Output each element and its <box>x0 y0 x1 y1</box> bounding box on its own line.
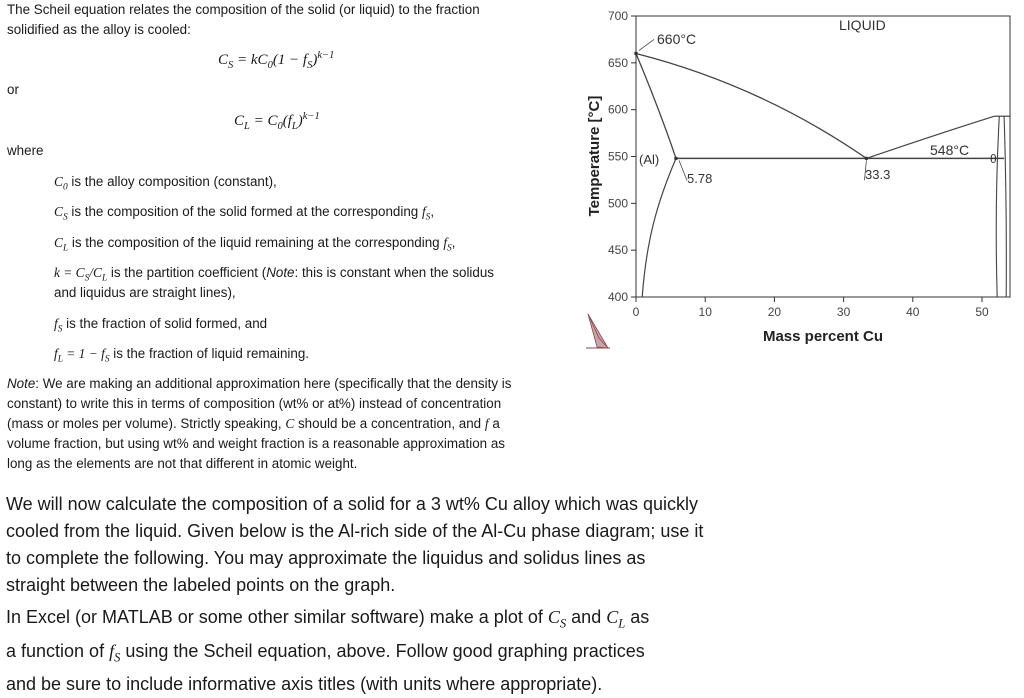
theta-label: θ <box>990 152 997 166</box>
y-tick-label: 700 <box>607 9 628 23</box>
x-tick-label: 30 <box>836 305 851 319</box>
x-tick-label: 20 <box>767 305 782 319</box>
liquid-label: LIQUID <box>839 17 886 33</box>
y-tick-label: 550 <box>607 149 628 164</box>
def-fl: $f_L = 1 - f_S$ is the fraction of liquid remaining. <box>54 346 310 365</box>
invariant-point <box>674 157 678 161</box>
theta-left-boundary <box>996 116 999 297</box>
def-fs: $f_S$ is the fraction of solid formed, and <box>54 316 268 335</box>
x-tick-label: 50 <box>975 305 989 319</box>
task1-line-4: straight between the labeled points on the graph. <box>6 575 396 595</box>
invariant-point <box>865 157 869 161</box>
def-fs-text: is the fraction of solid formed, and <box>62 316 268 331</box>
y-tick-label: 450 <box>607 243 628 258</box>
def-cl-text: is the composition of the liquid remaining at the corresponding <box>68 235 444 250</box>
task2-line-1a: In Excel (or MATLAB or some other similar software) make a plot of <box>6 607 548 627</box>
note-line-5: long as the elements are not that different in atomic weight. <box>7 456 358 471</box>
software-logo <box>586 314 610 348</box>
task2-line-3: and be sure to include informative axis titles (with units where appropriate). <box>6 674 603 695</box>
note-line-4: volume fraction, but using wt% and weight fraction is a reasonable approximation as <box>7 436 505 451</box>
theta-right-boundary <box>1004 116 1006 297</box>
note-line-1: : We are making an additional approximation here (specifically that the density is <box>35 376 512 391</box>
al-phase-label: (Al) <box>639 152 660 167</box>
solidus-comp-label: 5.78 <box>687 171 713 186</box>
def-k-end: : this is constant when the solidus <box>294 265 494 280</box>
task1-line-2: cooled from the liquid. Given below is the Al-rich side of the Al-Cu phase diagram; use it <box>6 521 704 541</box>
intro-line-1: The Scheil equation relates the composition of the solid (or liquid) to the fraction <box>7 2 480 17</box>
note-line-3b: should be a concentration, and <box>294 416 485 431</box>
note-label: Note <box>7 376 36 391</box>
note-line-3a: (mass or moles per volume). Strictly speaking, <box>7 416 286 431</box>
y-tick-label: 500 <box>607 196 628 211</box>
x-tick-label: 0 <box>632 305 640 319</box>
y-tick-label: 400 <box>607 290 628 304</box>
def-cs: $C_S$ is the composition of the solid formed at the corresponding $f_S$, <box>54 204 435 223</box>
eutectic-temp-label: 548°C <box>930 142 970 158</box>
task1-line-1: We will now calculate the composition of a solid for a 3 wt% Cu alloy which was quickly <box>6 494 698 514</box>
x-tick-label: 10 <box>698 305 712 319</box>
task-paragraph-1 <box>6 491 703 599</box>
def-c0-text: is the alloy composition (constant), <box>67 174 277 189</box>
def-c0: $C_0$ is the alloy composition (constant), <box>54 174 277 193</box>
solvus-line <box>642 158 676 297</box>
def-cs-text: is the composition of the solid formed at the corresponding <box>67 204 422 219</box>
task1-line-3: to complete the following. You may approximate the liquidus and solidus lines as <box>6 548 646 568</box>
def-k-mid: is the partition coefficient ( <box>107 265 267 280</box>
phase-curves <box>634 39 1010 297</box>
task2-line-2b: using the Scheil equation, above. Follow good graphing practices <box>120 640 645 661</box>
axis-ticks <box>608 9 989 319</box>
scheil-equation-liquid: $C_L = C_0(f_L)^{k-1}$ <box>234 111 320 132</box>
task2-line-1b: and <box>566 607 607 627</box>
def-cl: $C_L$ is the composition of the liquid remaining at the corresponding $f_S$, <box>54 235 456 254</box>
y-tick-label: 600 <box>607 102 628 117</box>
def-k-note: Note <box>266 265 295 280</box>
task2-line-2a: a function of <box>6 640 110 661</box>
or-label: or <box>7 82 19 97</box>
task-paragraph-2: In Excel (or MATLAB or some other similar software) make a plot of $C_S$ and $C_L$ as a function of $f_S$ using the Scheil equation, above. Follow good graphing practices and be sure to include informative axis titles (with units where appropriate). <box>6 604 649 698</box>
solidus-label-leader <box>679 160 687 180</box>
solidus-line <box>636 54 676 159</box>
note-line-3c: a <box>488 416 500 431</box>
def-fl-text: is the fraction of liquid remaining. <box>109 346 310 361</box>
note-paragraph: Note: We are making an additional approximation here (specifically that the density is constant) to write this in terms of composition (wt% or at%) instead of concentration (mass or moles per volume). Strictly speaking, C should be a concentration, and f a volume fraction, but using wt% and weight fraction is a reasonable approximation as long as the elements are not that different in atomic weight. <box>7 374 511 474</box>
intro-text <box>7 0 480 40</box>
melting-point-label: 660°C <box>657 31 697 47</box>
def-k-line2: and liquidus are straight lines), <box>54 285 236 300</box>
eutectic-comp-label: 33.3 <box>865 167 891 182</box>
invariant-point <box>634 52 638 56</box>
melting-label-leader <box>639 39 654 50</box>
x-axis-title: Mass percent Cu <box>762 328 884 345</box>
note-line-2: constant) to write this in terms of composition (wt% or at%) instead of concentration <box>7 396 502 411</box>
def-k: $k = C_S/C_L$ is the partition coefficient (Note: this is constant when the solidus <box>54 265 494 284</box>
task2-line-1c: as <box>625 607 650 627</box>
x-tick-label: 40 <box>906 305 920 319</box>
y-axis-title: Temperature [°C] <box>586 95 603 217</box>
al-cu-phase-diagram <box>575 0 1020 360</box>
y-tick-label: 650 <box>607 55 628 70</box>
where-label: where <box>7 143 44 158</box>
scheil-equation-solid: $C_S = kC_0(1 - f_S)^{k-1}$ <box>218 50 335 71</box>
intro-line-2: solidified as the alloy is cooled: <box>7 22 191 37</box>
